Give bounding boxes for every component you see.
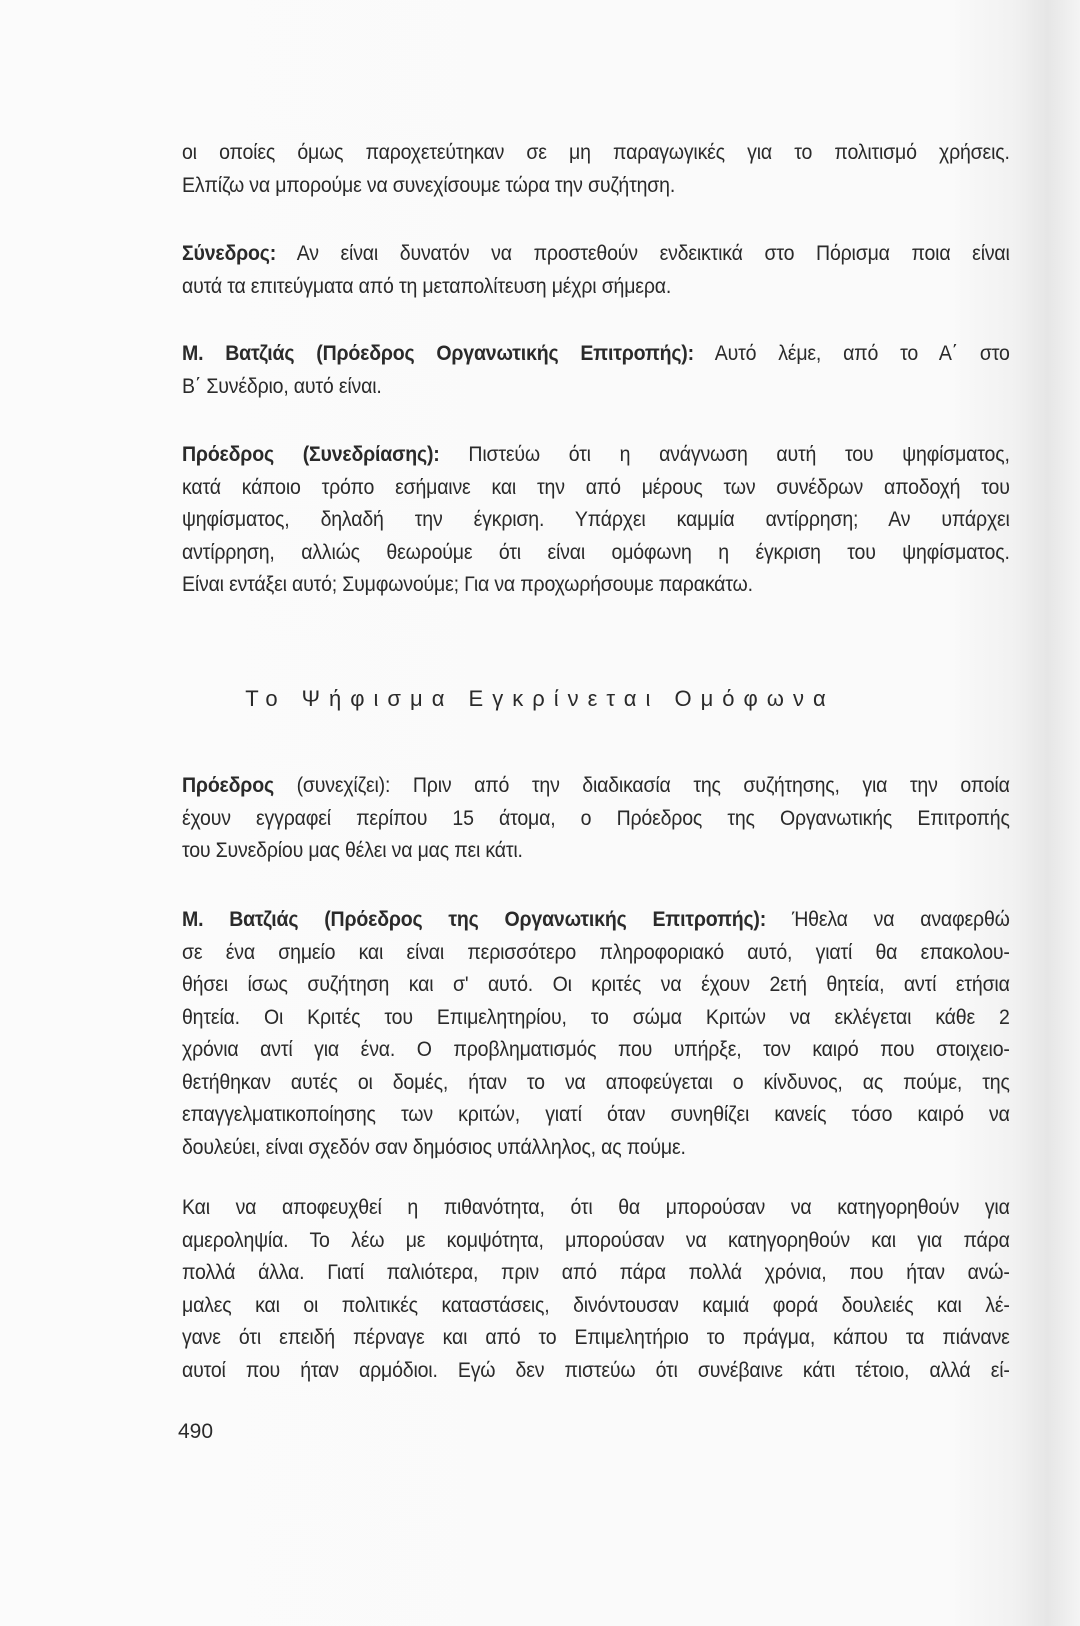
paragraph-3 (182, 338, 1010, 403)
paragraph-4 (182, 439, 1010, 602)
text-line: γανε ότι επειδή πέρναγε και από το Επιμελητήριο το πράγμα, κάπου τα πιάνανε (182, 1326, 1010, 1349)
paragraph-6 (182, 904, 1010, 1164)
text-line: Είναι εντάξει αυτό; Συμφωνούμε; Για να προχωρήσουμε παρακάτω. (182, 573, 753, 596)
text-line (182, 338, 1010, 371)
text-fragment: Πιστεύω ότι η ανάγνωση αυτή του ψηφίσματος, (439, 443, 1010, 466)
speaker-label: Πρόεδρος (182, 774, 274, 797)
text-line: θετήθηκαν αυτές οι δομές, ήταν το να αποφεύγεται ο κίνδυνος, ας πούμε, της (182, 1070, 1010, 1094)
text-line: αυτά τα επιτεύγματα από τη μεταπολίτευση μέχρι σήμερα. (182, 274, 672, 298)
text-line: έχουν εγγραφεί περίπου 15 άτομα, ο Πρόεδρος της Οργανωτικής Επιτροπής (182, 806, 1010, 830)
text-line: μαλες και οι πολιτικές καταστάσεις, δινόντουσαν καμιά φορά δουλειές και λέ- (182, 1293, 1010, 1317)
text-line: σε ένα σημείο και είναι περισσότερο πληροφοριακό αυτό, γιατί θα επακολου- (182, 940, 1010, 964)
paragraph-7 (182, 1192, 1010, 1387)
text-line: επαγγελματικοποίησης των κριτών, γιατί όταν συνηθίζει κανείς τόσο καιρό να (182, 1103, 1010, 1126)
text-fragment: Ήθελα να αναφερθώ (766, 908, 1010, 931)
text-line: Και να αποφευχθεί η πιθανότητα, ότι θα μπορούσαν να κατηγορηθούν για (182, 1196, 1010, 1219)
text-line: θήσει ίσως συζήτηση και σ' αυτό. Οι κριτές να έχουν 2ετή θητεία, αντί ετήσια (182, 973, 1010, 996)
section-heading: Το Ψήφισμα Εγκρίνεται Ομόφωνα (245, 686, 835, 711)
text-line: Β΄ Συνέδριο, αυτό είναι. (182, 374, 382, 398)
text-line: ψηφίσματος, δηλαδή την έγκριση. Υπάρχει καμμία αντίρρηση; Αν υπάρχει (182, 508, 1010, 531)
speaker-label: Μ. Βατζιάς (Πρόεδρος της Οργανωτικής Επιτροπής): (182, 908, 767, 931)
paragraph-5 (182, 770, 1010, 868)
text-line: χρόνια αντί για ένα. Ο προβληματισμός που υπήρξε, τον καιρό που στοιχειο- (182, 1038, 1010, 1061)
text-line: του Συνεδρίου μας θέλει να μας πει κάτι. (182, 839, 523, 862)
paragraph-1 (182, 137, 1010, 202)
text-line: αντίρρηση, αλλιώς θεωρούμε ότι είναι ομόφωνη η έγκριση του ψηφίσματος. (182, 540, 1010, 564)
text-fragment: Αν είναι δυνατόν να προστεθούν ενδεικτικά στο Πόρισμα ποια είναι (276, 242, 1010, 265)
text-line: θητεία. Οι Κριτές του Επιμελητηρίου, το σώμα Κριτών να εκλέγεται κάθε 2 (182, 1005, 1010, 1029)
page-number: 490 (178, 1420, 214, 1443)
text-line: κατά κάποιο τρόπο εσήμαινε και την από μέρους των συνέδρων αποδοχή του (182, 475, 1010, 499)
text-line (182, 770, 1010, 803)
text-line: δουλεύει, είναι σχεδόν σαν δημόσιος υπάλληλος, ας πούμε. (182, 1135, 686, 1159)
text-line: αυτοί που ήταν αρμόδιοι. Εγώ δεν πιστεύω ότι συνέβαινε κάτι τέτοιο, αλλά εί- (182, 1358, 1010, 1382)
paragraph-2 (182, 238, 1010, 303)
text-line: αμεροληψία. Το λέω με κομψότητα, μπορούσαν να κατηγορηθούν και για πάρα (182, 1228, 1010, 1252)
text-line (182, 439, 1010, 472)
text-line: οι οποίες όμως παροχετεύτηκαν σε μη παραγωγικές για το πολιτισμό χρήσεις. (182, 141, 1010, 164)
text-line (182, 904, 1010, 937)
speaker-label: Πρόεδρος (Συνεδρίασης): (182, 443, 440, 466)
text-line (182, 238, 1010, 271)
text-fragment: (συνεχίζει): Πριν από την διαδικασία της συζήτησης, για την οποία (273, 774, 1010, 797)
text-line: Ελπίζω να μπορούμε να συνεχίσουμε τώρα την συζήτηση. (182, 173, 676, 197)
speaker-label: Μ. Βατζιάς (Πρόεδρος Οργανωτικής Επιτροπής): (182, 342, 694, 365)
text-fragment: Αυτό λέμε, από το Α΄ στο (693, 342, 1010, 365)
text-line: πολλά άλλα. Γιατί παλιότερα, πριν από πάρα πολλά χρόνια, που ήταν ανώ- (182, 1261, 1010, 1284)
speaker-label: Σύνεδρος: (182, 242, 277, 265)
